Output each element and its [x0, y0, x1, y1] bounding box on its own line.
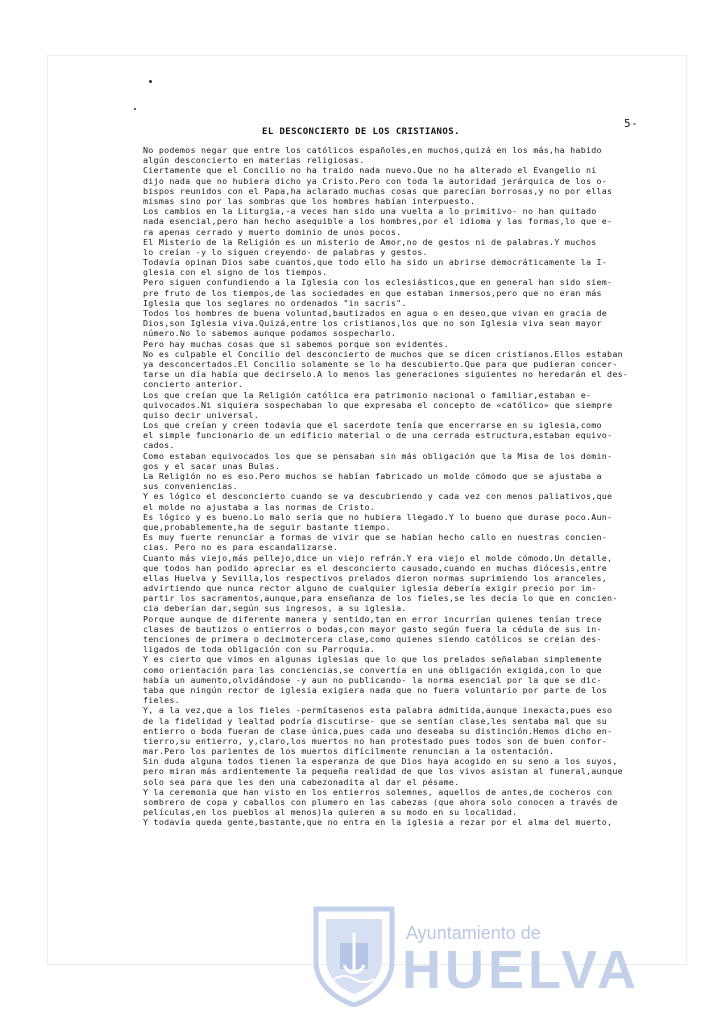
- text-line: Porque aunque de diferente manera y sentido,tan en error incurrían quienes tenían trece: [143, 613, 602, 624]
- text-line: Cuanto más viejo,más pellejo,dice un viejo refrán.Y era viejo el molde cómodo.Un detalle,: [143, 552, 613, 563]
- text-line: Pero hay muchas cosas que si sabemos porque son evidentes.: [143, 338, 449, 349]
- text-line: nada esencial,pero han hecho asequible a los hombres,por el idioma y las formas,lo que e-: [143, 216, 613, 227]
- text-line: Y es lógico el desconcierto cuando se va descubriendo y cada vez con menos paliativos,que: [143, 491, 613, 502]
- text-line: Y la ceremonia que han visto en los entierros solemnes, aquellos de antes,de cocheros con: [143, 786, 613, 797]
- text-line: Todos los hombres de buena voluntad,bautizados en agua o en deseo,que vivan en gracia de: [143, 308, 608, 318]
- text-line: que,probablemente,ha de seguir bastante tiempo.: [143, 521, 391, 532]
- text-line: lo creían -y lo siguen creyendo- de palabras y gestos.: [143, 246, 428, 257]
- text-line: el simple funcionario de un edificio material o de una cerrada estructura,estaban equivo-: [143, 430, 613, 441]
- text-line: taba que ningún rector de iglesia exigiera nada que no fuera voluntario por parte de los: [143, 684, 608, 695]
- text-line: el molde no ajustaba a las normas de Cristo.: [143, 501, 376, 512]
- text-line: gos y el sacar unas Bulas.: [143, 460, 281, 471]
- text-line: tenciones de primera o decimotercera clase,como quienes siendo católicos se creían des-: [143, 634, 602, 644]
- text-line: sombrero de copa y caballos con plumero en las cabezas (que ahora solo conocen a través de: [143, 797, 618, 807]
- text-line: Como estaban equivocados los que se pensaban sin más obligación que la Misa de los domin-: [143, 450, 613, 461]
- text-line: que todos han podido apreciar es el desconcierto causado,cuando en muchas diócesis,entre: [143, 562, 608, 573]
- text-line: partir los sacramentos,aunque,para enseñanza de los fieles,se les decía lo que en concien-: [143, 593, 618, 604]
- text-line: sus conveniencias.: [143, 481, 238, 492]
- page-number: 5-: [624, 117, 639, 130]
- text-line: cia deberían dar,según sus ingresos, a su iglesia.: [143, 603, 407, 614]
- text-line: El Misterio de la Religión es un misterio de Amor,no de gestos ni de palabras.Y muchos: [143, 236, 597, 247]
- text-line: quiso decir universal.: [143, 409, 260, 420]
- text-line: tierro,su entierro, y,claro,los muertos no han protestado pues todos son de buen confor-: [143, 735, 608, 746]
- ink-speck: [149, 80, 152, 83]
- watermark-logo-text: HUELVA: [402, 940, 640, 1000]
- text-line: advirtiendo que nunca rector alguno de cualquier iglesia debería exigir precio por im-: [143, 583, 597, 594]
- text-line: Y es cierto que vimos en algunas iglesias que lo que los prelados señalaban simplemente: [143, 654, 602, 665]
- text-line: Dios,son Iglesia viva.Quizá,entre los cristianos,los que no son Iglesia viva sean mayor: [143, 318, 602, 329]
- document-body: [143, 145, 658, 828]
- text-line: Es muy fuerte renunciar a formas de vivir que se habían hecho callo en nuestras concien-: [143, 532, 608, 543]
- watermark: [310, 895, 670, 1015]
- document-title: EL DESCONCIERTO DE LOS CRISTIANOS.: [262, 127, 460, 137]
- text-line: mismas sino por las sombras que los hombres habían interpuesto.: [143, 195, 476, 206]
- text-line: cados.: [143, 440, 175, 451]
- text-line: ligados de toda obligación con su Parroquia.: [143, 644, 376, 655]
- text-line: Sin duda alguna todos tienen la esperanza de que Dios haya acogido en su seno a los suyos,: [143, 756, 618, 767]
- text-line: Iglesia que los seglares no ordenados "in sacris".: [143, 297, 407, 308]
- text-line: No podemos negar que entre los católicos españoles,en muchos,quizá en los más,ha habido: [143, 145, 602, 155]
- text-line: ra apenas cerrado y muerto dominio de unos pocos.: [143, 226, 402, 237]
- text-line: entierro o boda fueran de clase única,pues cada uno deseaba su distinción.Hemos dicho en-: [143, 725, 613, 736]
- text-line: mar.Pero los parientes de los muertos difícilmente renuncian a la ostentación.: [143, 746, 555, 757]
- text-line: algún desconcierto en materias religiosas.: [143, 155, 365, 166]
- text-line: Es lógico y es bueno.Lo malo sería que no hubiera llegado.Y lo bueno que durase poco.Aun-: [143, 511, 613, 522]
- text-line: clases de bautizos o entierros o bodas,con mayor gasto según fuera la cédula de sus in-: [143, 623, 602, 634]
- text-line: cias. Pero no es para escandalizarse.: [143, 542, 339, 553]
- text-line: había un aumento,olvidándose -y aun no publicando- la norma esencial por la que se dic-: [143, 674, 602, 685]
- text-line: pero miran más ardientemente la pequeña realidad de que los vivos asistan al funeral,aunque: [143, 766, 623, 777]
- text-line: ya desconcertados.El Concilio solamente se lo ha descubierto.Que para que pudieran concer-: [143, 358, 618, 369]
- text-line: Todavía opinan Dios sabe cuantos,que todo ello ha sido un abrirse democráticamente la I-: [143, 257, 608, 268]
- text-line: pre fruto de los tiempos,de las sociedades en que estaban inmersos,pero que no eran más: [143, 287, 602, 298]
- text-line: Y, a la vez,que a los fieles -permítasenos esta palabra admitida,aunque inexacta,pues eso: [143, 705, 613, 716]
- text-line: concierto anterior.: [143, 379, 244, 390]
- text-line: quivocados.Ni siquiera sospechaban lo que expresaba el concepto de «católico» que siempre: [143, 399, 613, 410]
- text-line: glesia con el signo de los tiempos.: [143, 267, 328, 278]
- text-line: fieles.: [143, 695, 180, 706]
- text-line: de la fidelidad y lealtad podría discutirse- que se sentían clase,les sentaba mal que su: [143, 715, 608, 726]
- text-line: La Religión no es eso.Pero muchos se habían fabricado un molde cómodo que se ajustaba a: [143, 471, 602, 481]
- text-line: No es culpable el Concilio del desconcierto de muchos que se dicen cristianos.Ellos estaban: [143, 348, 623, 359]
- text-line: como orientación para las conciencias,se convertía en una obligación exigida,con lo que: [143, 664, 602, 675]
- text-line: Y todavía queda gente,bastante,que no entra en la iglesia a rezar por el alma del muerto,: [143, 817, 613, 828]
- text-line: Los cambios en la Liturgia,-a veces han sido una vuelta a lo primitivo- no han quitado: [143, 206, 597, 217]
- text-line: bispos reunidos con el Papa,ha aclarado muchas cosas que parecían borrosas,y no por ellas: [143, 185, 613, 196]
- watermark-caption: Ayuntamiento de: [406, 923, 541, 943]
- text-line: ellas Huelva y Sevilla,los respectivos prelados dieron normas suprimiendo los aranceles,: [143, 572, 608, 583]
- text-line: dijo nada que no hubiera dicho ya Cristo.Pero con toda la autoridad jerárquica de los o-: [143, 175, 608, 186]
- text-line: tarse un día había que decirselo.A lo menos las generaciones siguientes no heredarán el des-: [143, 369, 629, 380]
- ink-speck: [134, 108, 136, 110]
- text-line: Los que creían que la Religión católica era patrimonio nacional o familiar,estaban e-: [143, 389, 592, 400]
- text-line: Pero siguen confundiendo a la Iglesia con los eclesiásticos,que en general han sido siem-: [143, 277, 613, 288]
- text-line: Ciertamente que el Concilio no ha traido nada nuevo.Que no ha alterado el Evangelio ni: [143, 165, 597, 176]
- text-line: películas,en los pueblos al menos)la quieren a su modo en su localidad.: [143, 807, 518, 818]
- city-seal-icon: [310, 903, 398, 1007]
- text-line: Los que creían y creen todavía que el sacerdote tenía que encerrarse en su iglesia,como: [143, 420, 602, 431]
- text-line: solo sea para que les den una cabezonadita al dar el pésame.: [143, 776, 460, 787]
- text-line: número.No lo sabemos aunque podamos sospecharlo.: [143, 328, 397, 339]
